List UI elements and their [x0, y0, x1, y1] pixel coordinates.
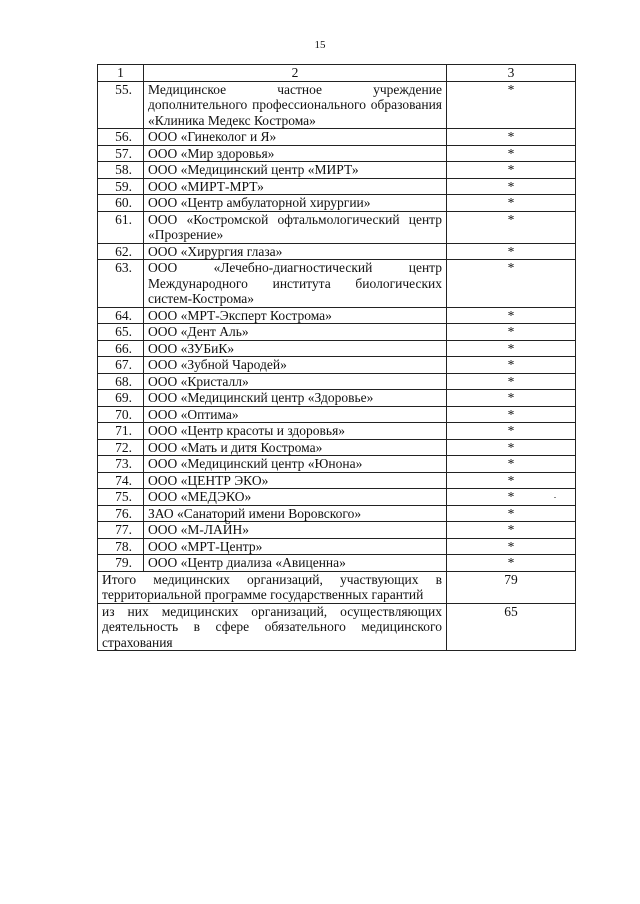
table-row [98, 373, 576, 390]
totals-row [98, 571, 576, 603]
row-number: 70. [98, 406, 144, 423]
row-number: 62. [98, 243, 144, 260]
participation-mark: * [447, 406, 576, 423]
table-row [98, 324, 576, 341]
column-header-mark: 3 [447, 65, 576, 82]
table-row [98, 243, 576, 260]
participation-mark: * [447, 129, 576, 146]
row-number: 57. [98, 145, 144, 162]
row-number: 73. [98, 456, 144, 473]
organization-name: ООО «М-ЛАЙН» [144, 522, 447, 539]
organization-name: ООО «Дент Аль» [144, 324, 447, 341]
organization-name: ООО «Мир здоровья» [144, 145, 447, 162]
participation-mark: * [447, 81, 576, 129]
row-number: 66. [98, 340, 144, 357]
table-row [98, 307, 576, 324]
row-number: 63. [98, 260, 144, 308]
participation-mark: * [447, 178, 576, 195]
participation-mark: * [447, 555, 576, 572]
participation-mark: * [447, 439, 576, 456]
totals-label: из них медицинских организаций, осуществляющих деятельность в сфере обязательного медицинского страхования [98, 603, 447, 651]
participation-mark: * [447, 260, 576, 308]
table-row [98, 260, 576, 308]
organization-name: ООО «МРТ-Эксперт Кострома» [144, 307, 447, 324]
totals-value: 65 [447, 603, 576, 651]
organization-name: Медицинское частное учреждение дополнительного профессионального образования «Клиника Медекс Кострома» [144, 81, 447, 129]
participation-mark: * [447, 145, 576, 162]
row-number: 75. [98, 489, 144, 506]
organization-name: ООО «Центр амбулаторной хирургии» [144, 195, 447, 212]
organization-name: ООО «Центр диализа «Авиценна» [144, 555, 447, 572]
row-number: 64. [98, 307, 144, 324]
participation-mark: * [447, 162, 576, 179]
table-row [98, 423, 576, 440]
row-number: 61. [98, 211, 144, 243]
table-row [98, 472, 576, 489]
organization-name: ООО «ЦЕНТР ЭКО» [144, 472, 447, 489]
page-number: 15 [314, 39, 326, 51]
organization-name: ООО «Центр красоты и здоровья» [144, 423, 447, 440]
participation-mark: * [447, 538, 576, 555]
participation-mark: * [447, 324, 576, 341]
table-row [98, 129, 576, 146]
participation-mark: * [447, 505, 576, 522]
row-number: 79. [98, 555, 144, 572]
organization-name: ООО «Хирургия глаза» [144, 243, 447, 260]
row-number: 56. [98, 129, 144, 146]
table-row [98, 522, 576, 539]
table-row [98, 162, 576, 179]
organization-name: ООО «Оптима» [144, 406, 447, 423]
medical-organizations-table [97, 64, 576, 651]
table-row [98, 439, 576, 456]
participation-mark: * [447, 423, 576, 440]
participation-mark: * [447, 373, 576, 390]
table-row [98, 406, 576, 423]
row-number: 72. [98, 439, 144, 456]
participation-mark: * [447, 456, 576, 473]
organization-name: ООО «Медицинский центр «Здоровье» [144, 390, 447, 407]
participation-mark: * [447, 489, 576, 506]
organization-name: ООО «Гинеколог и Я» [144, 129, 447, 146]
organization-name: ООО «Мать и дитя Кострома» [144, 439, 447, 456]
row-number: 78. [98, 538, 144, 555]
participation-mark: * [447, 472, 576, 489]
totals-label: Итого медицинских организаций, участвующих в территориальной программе государственных гарантий [98, 571, 447, 603]
totals-value: 79 [447, 571, 576, 603]
organization-name: ООО «Зубной Чародей» [144, 357, 447, 374]
table-row [98, 211, 576, 243]
organization-name: ООО «Лечебно-диагностический центр Международного института биологических систем-Кострома» [144, 260, 447, 308]
row-number: 55. [98, 81, 144, 129]
table-row [98, 340, 576, 357]
row-number: 77. [98, 522, 144, 539]
row-number: 65. [98, 324, 144, 341]
table-row [98, 505, 576, 522]
totals-row [98, 603, 576, 651]
row-number: 67. [98, 357, 144, 374]
table-row [98, 81, 576, 129]
row-number: 58. [98, 162, 144, 179]
column-header-number: 1 [98, 65, 144, 82]
participation-mark: * [447, 307, 576, 324]
row-number: 69. [98, 390, 144, 407]
participation-mark: * [447, 211, 576, 243]
organization-name: ООО «Медицинский центр «Юнона» [144, 456, 447, 473]
participation-mark: * [447, 522, 576, 539]
table-row [98, 145, 576, 162]
participation-mark: * [447, 340, 576, 357]
organization-name: ООО «ЗУБиК» [144, 340, 447, 357]
organization-name: ООО «МЕДЭКО» [144, 489, 447, 506]
organization-name: ЗАО «Санаторий имени Воровского» [144, 505, 447, 522]
table-row [98, 357, 576, 374]
row-number: 59. [98, 178, 144, 195]
row-number: 76. [98, 505, 144, 522]
table-header-row [98, 65, 576, 82]
table-row [98, 390, 576, 407]
participation-mark: * [447, 243, 576, 260]
organization-name: ООО «Костромской офтальмологический центр «Прозрение» [144, 211, 447, 243]
scan-speck [554, 497, 556, 498]
participation-mark: * [447, 390, 576, 407]
row-number: 74. [98, 472, 144, 489]
table-row [98, 489, 576, 506]
table-row [98, 538, 576, 555]
participation-mark: * [447, 357, 576, 374]
participation-mark: * [447, 195, 576, 212]
row-number: 71. [98, 423, 144, 440]
table-row [98, 555, 576, 572]
table-row [98, 456, 576, 473]
row-number: 60. [98, 195, 144, 212]
row-number: 68. [98, 373, 144, 390]
organization-name: ООО «МИРТ-МРТ» [144, 178, 447, 195]
table-row [98, 178, 576, 195]
organization-name: ООО «Кристалл» [144, 373, 447, 390]
organization-name: ООО «МРТ-Центр» [144, 538, 447, 555]
organization-name: ООО «Медицинский центр «МИРТ» [144, 162, 447, 179]
table-row [98, 195, 576, 212]
column-header-name: 2 [144, 65, 447, 82]
